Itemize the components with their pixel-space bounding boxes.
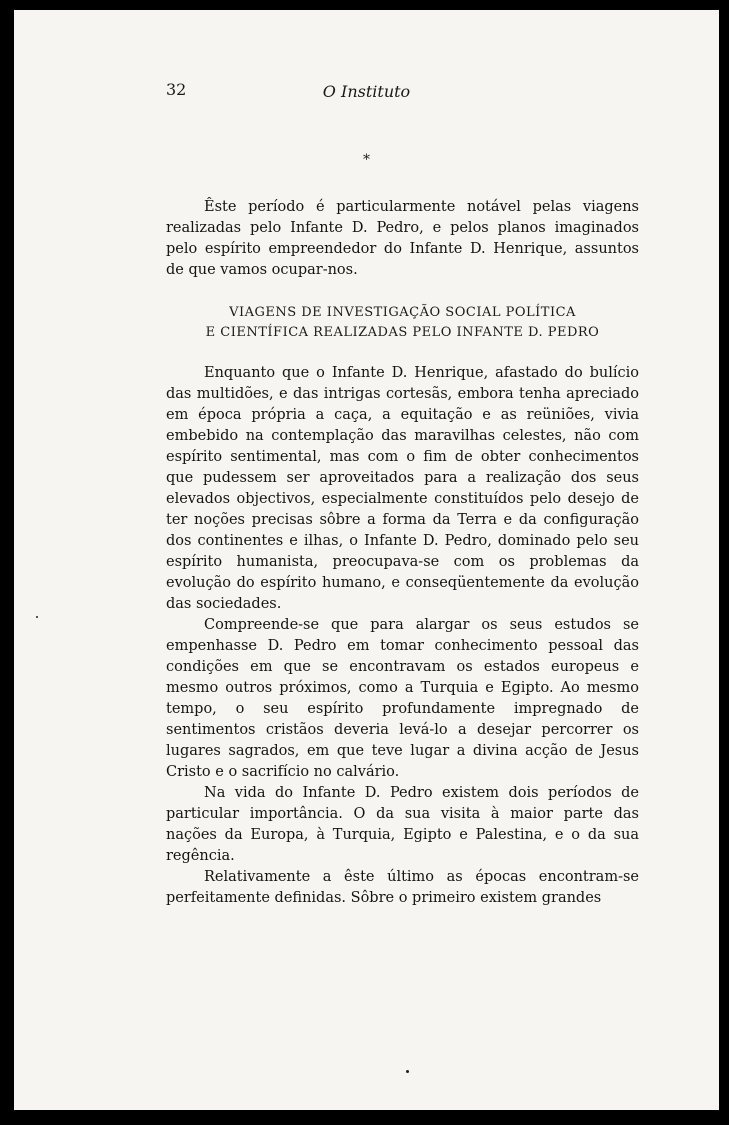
section-heading-line-2: E CIENTÍFICA REALIZADAS PELO INFANTE D. PEDRO: [205, 325, 600, 340]
running-title: O Instituto: [322, 82, 411, 101]
paragraph-henrique: Enquanto que o Infante D. Henrique, afastado do bulício das multidões, e das intrigas cortesãs, embora tenha apreciado em época própria a caça, a equitação e as reüniões, vivia embebido na contemplação das maravilhas celestes, não com espírito sentimental, mas com o fim de obter conhecimentos que pudessem ser aproveitados para a realização dos seus elevados objectivos, especialmente constituídos pelo desejo de ter noções precisas sôbre a forma da Terra e da configuração dos continentes e ilhas, o Infante D. Pedro, dominado pelo seu espírito humanista, preocupava-se com os problemas da evolução do espírito humano, e conseqüentemente da evolução das sociedades.: [166, 365, 639, 612]
paragraph-two-periods: Na vida do Infante D. Pedro existem dois períodos de particular importância. O da sua visita à maior parte das nações da Europa, à Turquia, Egipto e Palestina, e o da sua regência.: [166, 785, 639, 864]
section-separator: *: [363, 152, 370, 168]
paragraph-regency: Relativamente a êste último as épocas encontram-se perfeitamente definidas. Sôbre o primeiro existem grandes: [166, 869, 639, 906]
paragraph-pedro-travels: Compreende-se que para alargar os seus estudos se empenhasse D. Pedro em tomar conhecimento pessoal das condições em que se encontravam os estados europeus e mesmo outros próximos, como a Turquia e Egipto. Ao mesmo tempo, o seu espírito profundamente impregnado de sentimentos cristãos deveria levá-lo a desejar percorrer os lugares sagrados, em que teve lugar a divina acção de Jesus Cristo e o sacrifício no calvário.: [166, 617, 639, 780]
scanned-page: [14, 10, 719, 1110]
scan-speck: [36, 616, 38, 618]
page-number: 32: [166, 80, 187, 99]
section-heading-line-1: VIAGENS DE INVESTIGAÇÃO SOCIAL POLÍTICA: [229, 305, 576, 320]
section-heading: [166, 303, 639, 343]
scan-speck: [406, 1070, 409, 1073]
body-text: [166, 197, 639, 909]
paragraph-intro: Êste período é particularmente notável pelas viagens realizadas pelo Infante D. Pedro, e pelos planos imaginados pelo espírito empreendedor do Infante D. Henrique, assuntos de que vamos ocupar-nos.: [166, 199, 639, 278]
